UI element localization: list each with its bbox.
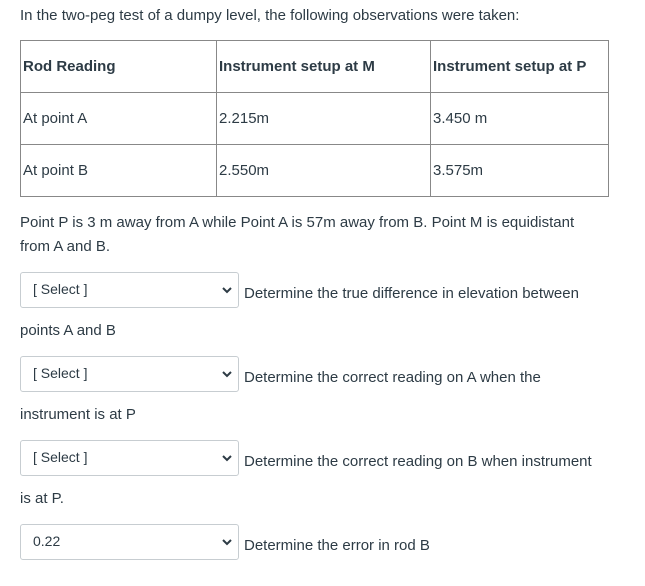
select-value: 0.22: [33, 533, 61, 549]
column-header: Instrument setup at M: [217, 41, 431, 93]
answer-select-2[interactable]: [20, 356, 239, 392]
table-row: [21, 93, 609, 145]
answer-select-3[interactable]: [20, 440, 239, 476]
table-cell: 2.550m: [217, 145, 431, 197]
table-cell: At point B: [21, 145, 217, 197]
column-header: Rod Reading: [21, 41, 217, 93]
question-prompt-4: Determine the error in rod B: [244, 537, 430, 554]
chevron-down-icon: [221, 284, 233, 296]
description-line-1: Point P is 3 m away from A while Point A is 57m away from B. Point M is equidistant: [20, 214, 575, 231]
answer-select-1[interactable]: [20, 272, 239, 308]
table-header-row: [21, 41, 609, 93]
table-cell: 3.450 m: [431, 93, 609, 145]
chevron-down-icon: [221, 452, 233, 464]
table-cell: 2.215m: [217, 93, 431, 145]
select-value: [ Select ]: [33, 449, 88, 465]
select-value: [ Select ]: [33, 365, 88, 381]
question-prompt-3: Determine the correct reading on B when instrument: [244, 453, 592, 470]
intro-text: In the two-peg test of a dumpy level, the following observations were taken:: [20, 7, 520, 24]
answer-select-4[interactable]: [20, 524, 239, 560]
chevron-down-icon: [221, 368, 233, 380]
question-continuation-1: points A and B: [20, 322, 116, 339]
select-value: [ Select ]: [33, 281, 88, 297]
question-continuation-3: is at P.: [20, 490, 64, 507]
table-cell: At point A: [21, 93, 217, 145]
observations-table: [20, 40, 609, 197]
question-continuation-2: instrument is at P: [20, 406, 136, 423]
description-line-2: from A and B.: [20, 238, 111, 255]
column-header: Instrument setup at P: [431, 41, 609, 93]
table-row: [21, 145, 609, 197]
question-prompt-2: Determine the correct reading on A when the: [244, 369, 541, 386]
table-cell: 3.575m: [431, 145, 609, 197]
chevron-down-icon: [221, 536, 233, 548]
question-prompt-1: Determine the true difference in elevation between: [244, 285, 579, 302]
